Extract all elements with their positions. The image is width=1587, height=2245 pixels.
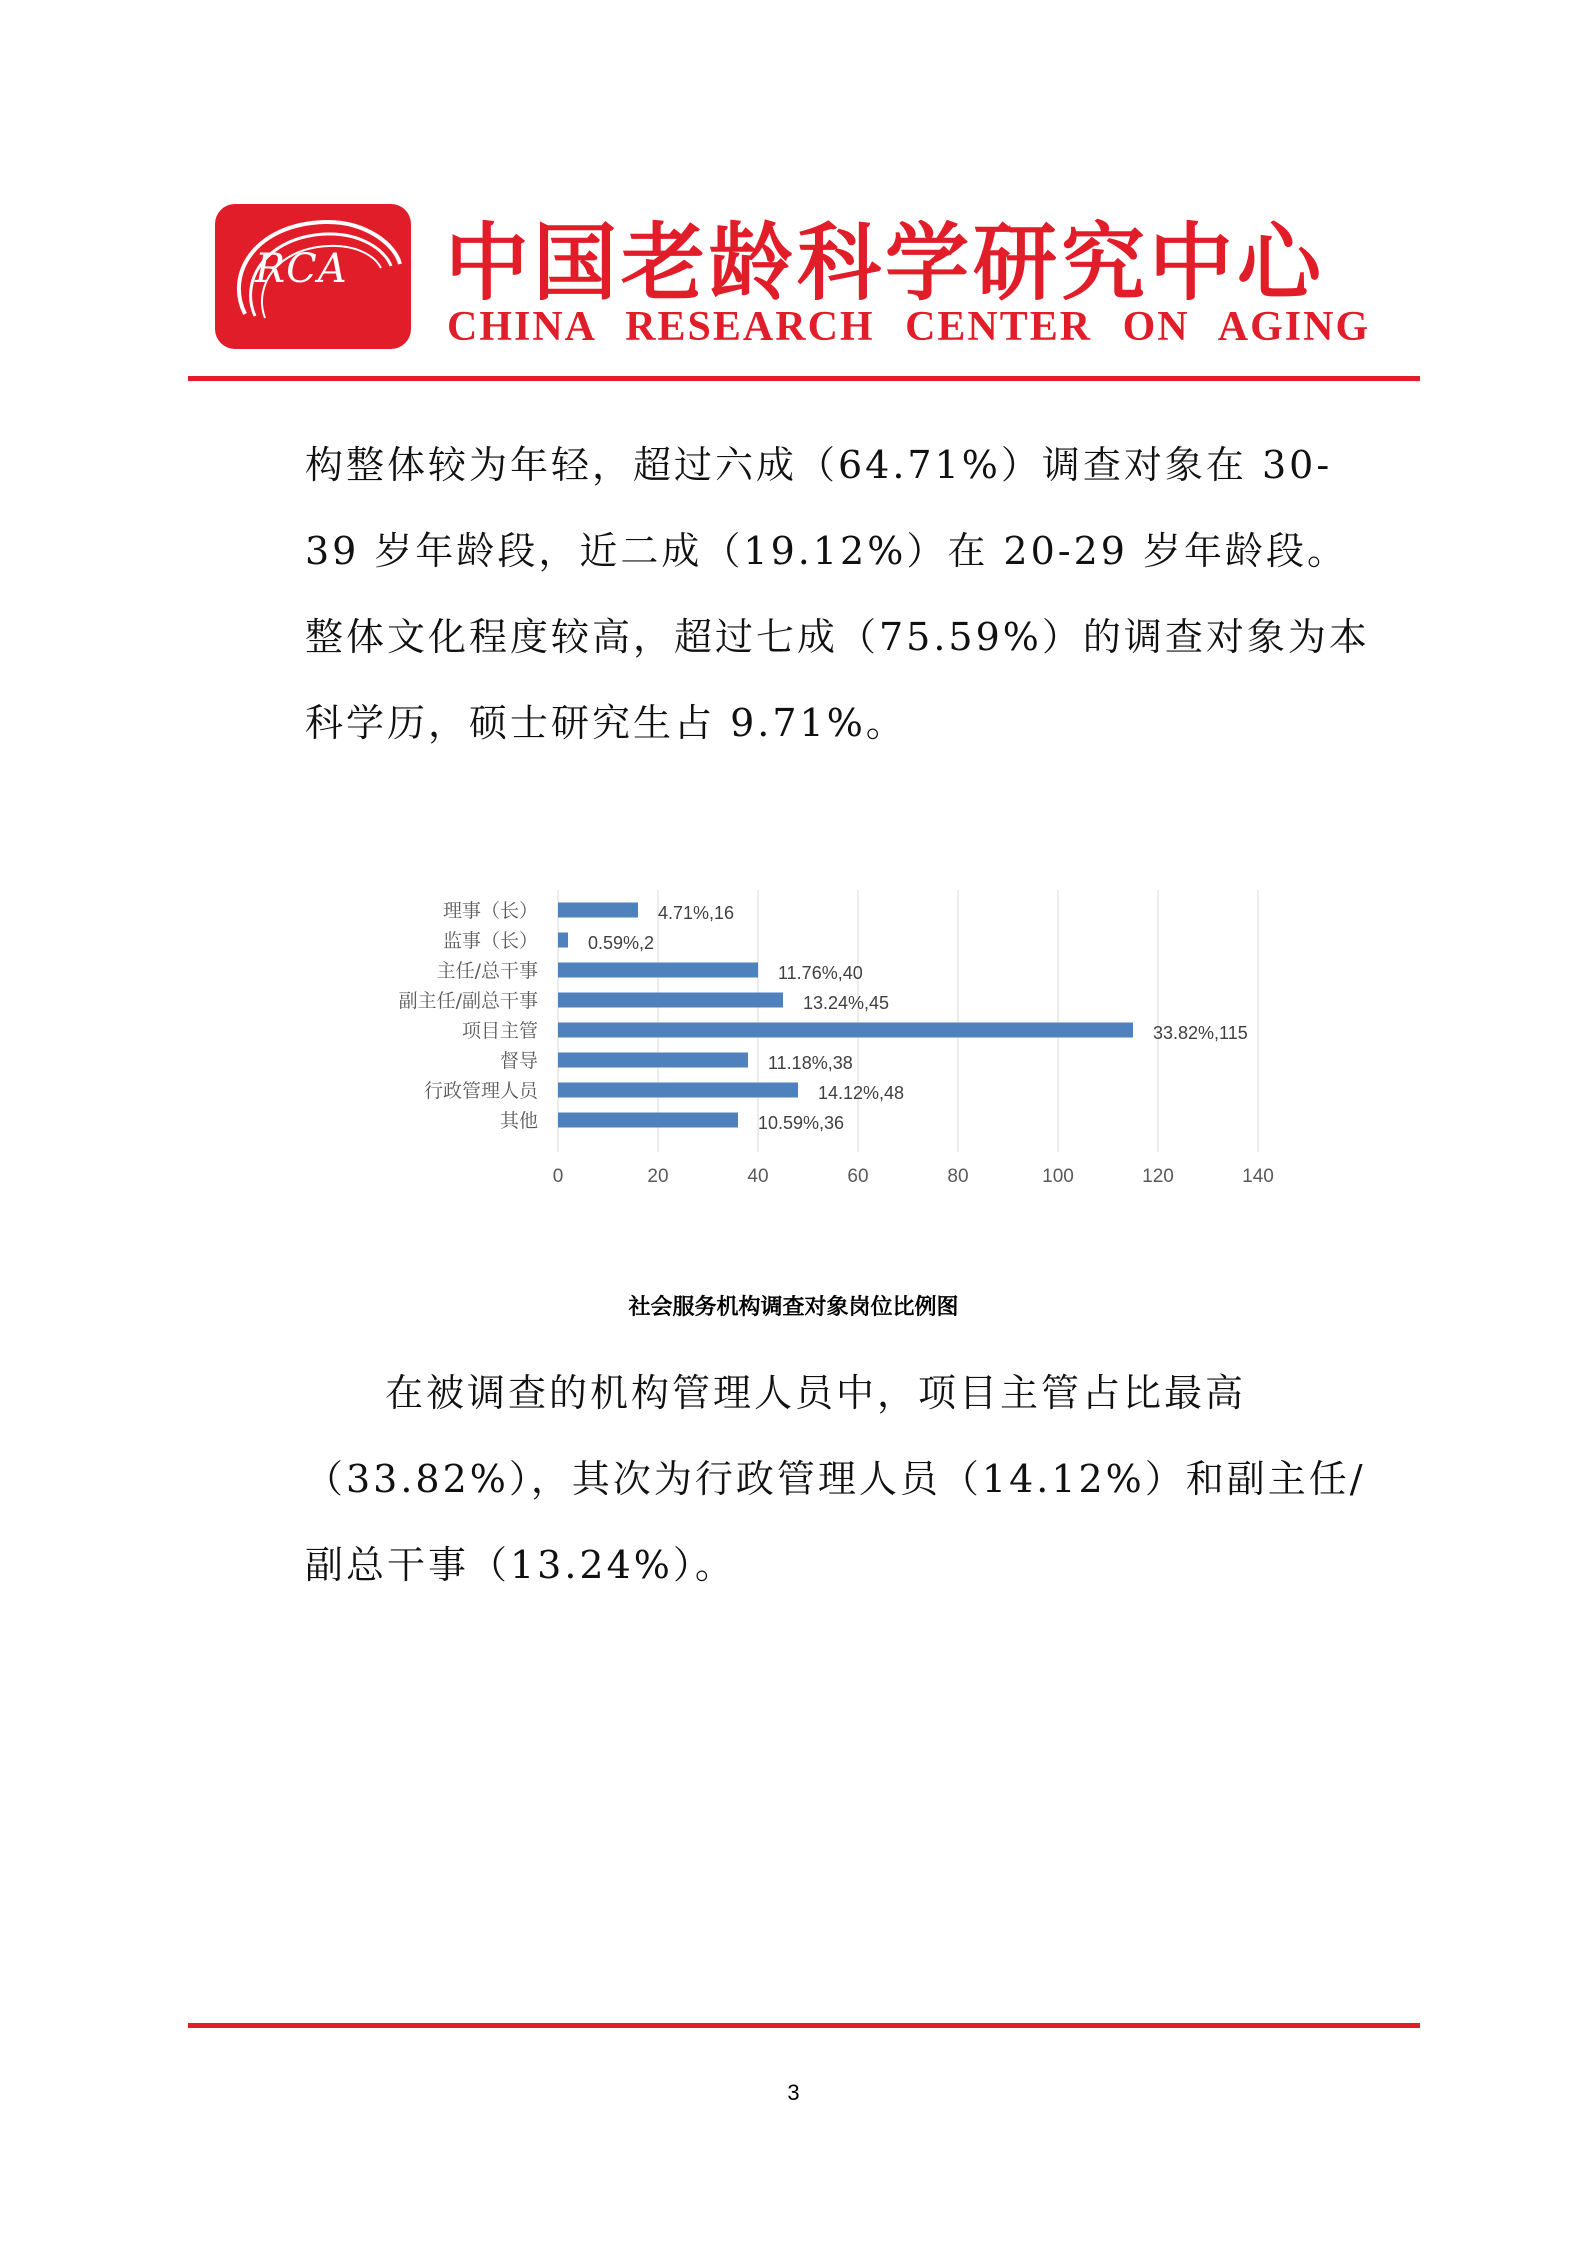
category-label: 行政管理人员 — [423, 1080, 538, 1102]
bar — [558, 1113, 738, 1128]
bar — [558, 1083, 798, 1098]
bar — [558, 933, 568, 948]
category-label: 督导 — [499, 1050, 538, 1072]
bar — [558, 963, 758, 978]
data-label: 11.76%,40 — [778, 963, 863, 983]
x-tick-label: 40 — [747, 1166, 769, 1187]
x-tick-label: 120 — [1142, 1166, 1174, 1187]
bar — [558, 1053, 748, 1068]
data-label: 11.18%,38 — [768, 1053, 853, 1073]
category-label: 其他 — [499, 1110, 538, 1132]
footer-divider — [188, 2023, 1420, 2028]
data-label: 10.59%,36 — [758, 1113, 845, 1133]
chart-title: 社会服务机构调查对象岗位比例图 — [628, 1295, 959, 1320]
bar — [558, 903, 638, 918]
x-tick-label: 80 — [947, 1166, 969, 1187]
category-label: 副主任/副总干事 — [398, 990, 538, 1012]
body-paragraph-2: 在被调查的机构管理人员中，项目主管占比最高（33.82%），其次为行政管理人员（14.12%）和副主任/副总干事（13.24%）。 — [305, 1371, 1366, 1587]
data-label: 14.12%,48 — [818, 1083, 905, 1103]
bar — [558, 1023, 1133, 1038]
logo-text: RCA — [255, 246, 348, 292]
header-divider — [188, 376, 1420, 381]
data-label: 4.71%,16 — [658, 903, 735, 923]
x-tick-label: 60 — [847, 1166, 869, 1187]
category-label: 项目主管 — [461, 1020, 538, 1042]
x-tick-label: 100 — [1042, 1166, 1074, 1187]
bar — [558, 993, 783, 1008]
rca-logo — [215, 204, 411, 349]
category-label: 主任/总干事 — [436, 960, 538, 982]
x-tick-label: 0 — [552, 1166, 564, 1187]
page-number: 3 — [787, 2080, 800, 2105]
x-tick-label: 140 — [1242, 1166, 1274, 1187]
category-label: 监事（长） — [442, 930, 538, 952]
data-label: 13.24%,45 — [803, 993, 890, 1013]
data-label: 0.59%,2 — [588, 933, 655, 953]
x-tick-label: 20 — [647, 1166, 669, 1187]
category-label: 理事（长） — [442, 900, 538, 922]
position-ratio-bar-chart — [320, 870, 1300, 1290]
data-label: 33.82%,115 — [1153, 1023, 1248, 1043]
org-name-cn: 中国老龄科学研究中心 — [445, 214, 1326, 312]
body-paragraph-1: 构整体较为年轻，超过六成（64.71%）调查对象在 30-39 岁年龄段，近二成（19.12%）在 20-29 岁年龄段。整体文化程度较高，超过七成（75.59%）的调查对象为本科学历，硕士研究生占 9.71%。 — [305, 443, 1370, 745]
org-name-en: CHINA RESEARCH CENTER ON AGING — [447, 304, 1371, 350]
